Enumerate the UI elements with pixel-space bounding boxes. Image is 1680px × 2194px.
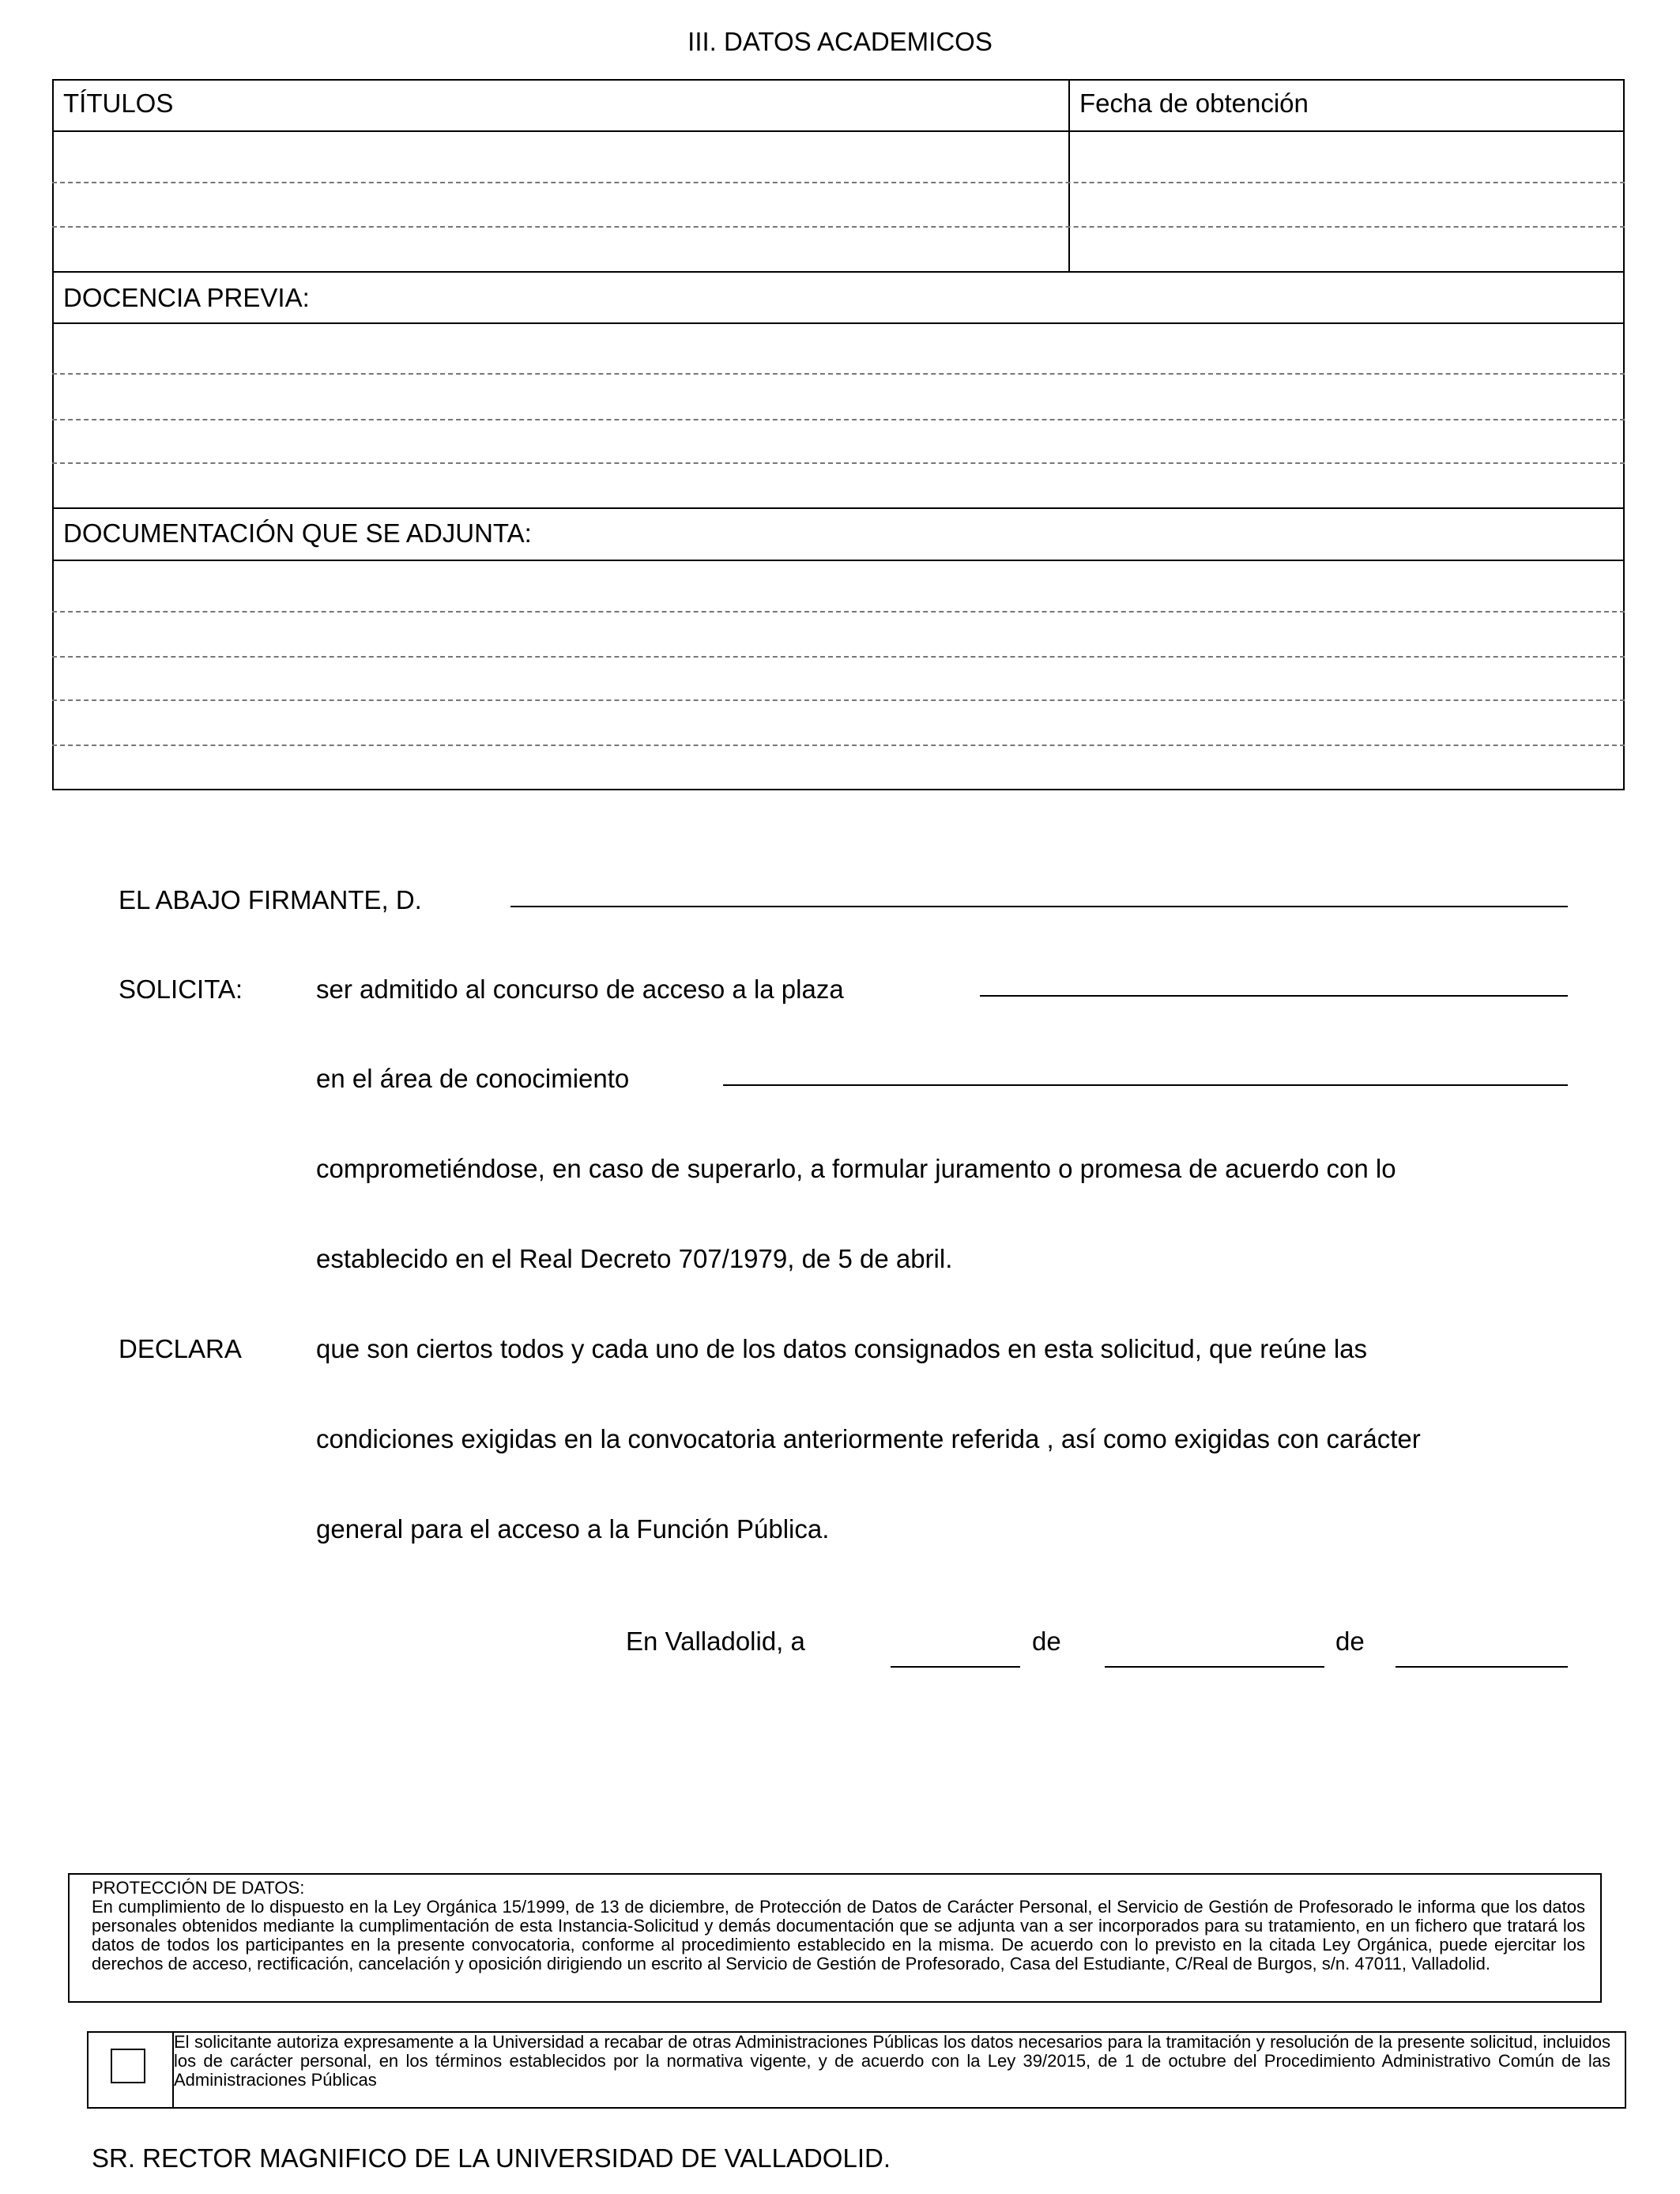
year-field[interactable]	[1396, 1666, 1568, 1668]
fecha-header: Fecha de obtención	[1079, 89, 1309, 118]
docencia-entry-line[interactable]	[52, 419, 1625, 420]
month-field[interactable]	[1105, 1666, 1324, 1668]
solicita-label: SOLICITA:	[119, 974, 243, 1004]
section-title: III. DATOS ACADEMICOS	[687, 27, 993, 56]
solicita-text-4: establecido en el Real Decreto 707/1979, de 5 de abril.	[316, 1244, 953, 1273]
proteccion-text: En cumplimiento de lo dispuesto en la Ley Orgánica 15/1999, de 13 de diciembre, de Protección de Datos de Carácter Personal, el Servicio de Gestión de Profesorado le informa que los datos personales obtenidos mediante la cumplimentación de esta Instancia-Solicitud y demás documentación que se adjunta van a ser incorporados para su tratamiento, en un fichero que tratará los datos de todos los participantes en la presente convocatoria, conforme al procedimiento establecido en la misma. De acuerdo con lo previsto en la citada Ley Orgánica, puede ejercitar los derechos de acceso, rectificación, cancelación y oposición dirigiendo un escrito al Servicio de Gestión de Profesorado, Casa del Estudiante, C/Real de Burgos, s/n. 47011, Valladolid.	[92, 1897, 1585, 1973]
documentacion-label: DOCUMENTACIÓN QUE SE ADJUNTA:	[63, 518, 532, 548]
firmante-name-field[interactable]	[510, 906, 1568, 907]
firmante-label: EL ABAJO FIRMANTE, D.	[119, 885, 422, 914]
titulos-entry-line[interactable]	[52, 182, 1625, 183]
declara-text-1: que son ciertos todos y cada uno de los datos consignados en esta solicitud, que reúne las	[316, 1334, 1368, 1363]
titulos-entry-line[interactable]	[52, 226, 1625, 228]
section-divider	[52, 271, 1625, 273]
docencia-entry-line[interactable]	[52, 462, 1625, 464]
area-field[interactable]	[723, 1084, 1568, 1086]
docencia-divider	[52, 322, 1625, 324]
proteccion-title: PROTECCIÓN DE DATOS:	[92, 1878, 305, 1898]
titulos-header: TÍTULOS	[63, 89, 174, 118]
de-text: de	[1032, 1627, 1061, 1656]
day-field[interactable]	[891, 1666, 1020, 1668]
documentacion-divider	[52, 560, 1625, 561]
autorizacion-checkbox[interactable]	[111, 2049, 145, 2083]
place-prefix: En Valladolid, a	[626, 1627, 805, 1656]
declara-text-3: general para el acceso a la Función Pública.	[316, 1514, 830, 1544]
column-divider	[1068, 79, 1070, 272]
documentacion-entry-line[interactable]	[52, 611, 1625, 613]
solicita-text-3: comprometiéndose, en caso de superarlo, a formular juramento o promesa de acuerdo con lo	[316, 1154, 1396, 1183]
declara-label: DECLARA	[119, 1334, 242, 1363]
autorizacion-text: El solicitante autoriza expresamente a la Universidad a recabar de otras Administraciones Públicas los datos necesarios para la tramitación y resolución de la presente solicitud, incluidos los de carácter personal, en los términos establecidos por la normativa vigente, y de acuerdo con la Ley 39/2015, de 1 de octubre del Procedimiento Administrativo Común de las Administraciones Públicas	[174, 2032, 1610, 2090]
solicita-text-2: en el área de conocimiento	[316, 1064, 630, 1093]
docencia-entry-line[interactable]	[52, 373, 1625, 375]
recipient-footer: SR. RECTOR MAGNIFICO DE LA UNIVERSIDAD DE VALLADOLID.	[92, 2143, 891, 2173]
docencia-label: DOCENCIA PREVIA:	[63, 283, 310, 312]
declara-text-2: condiciones exigidas en la convocatoria anteriormente referida , así como exigidas con carácter	[316, 1424, 1421, 1453]
plaza-field[interactable]	[980, 995, 1568, 997]
solicita-text-1: ser admitido al concurso de acceso a la plaza	[316, 974, 844, 1004]
header-divider	[52, 130, 1625, 132]
documentacion-entry-line[interactable]	[52, 656, 1625, 658]
section-divider	[52, 507, 1625, 509]
documentacion-entry-line[interactable]	[52, 745, 1625, 746]
academic-table	[52, 79, 1625, 790]
de-text: de	[1335, 1627, 1365, 1656]
documentacion-entry-line[interactable]	[52, 699, 1625, 701]
